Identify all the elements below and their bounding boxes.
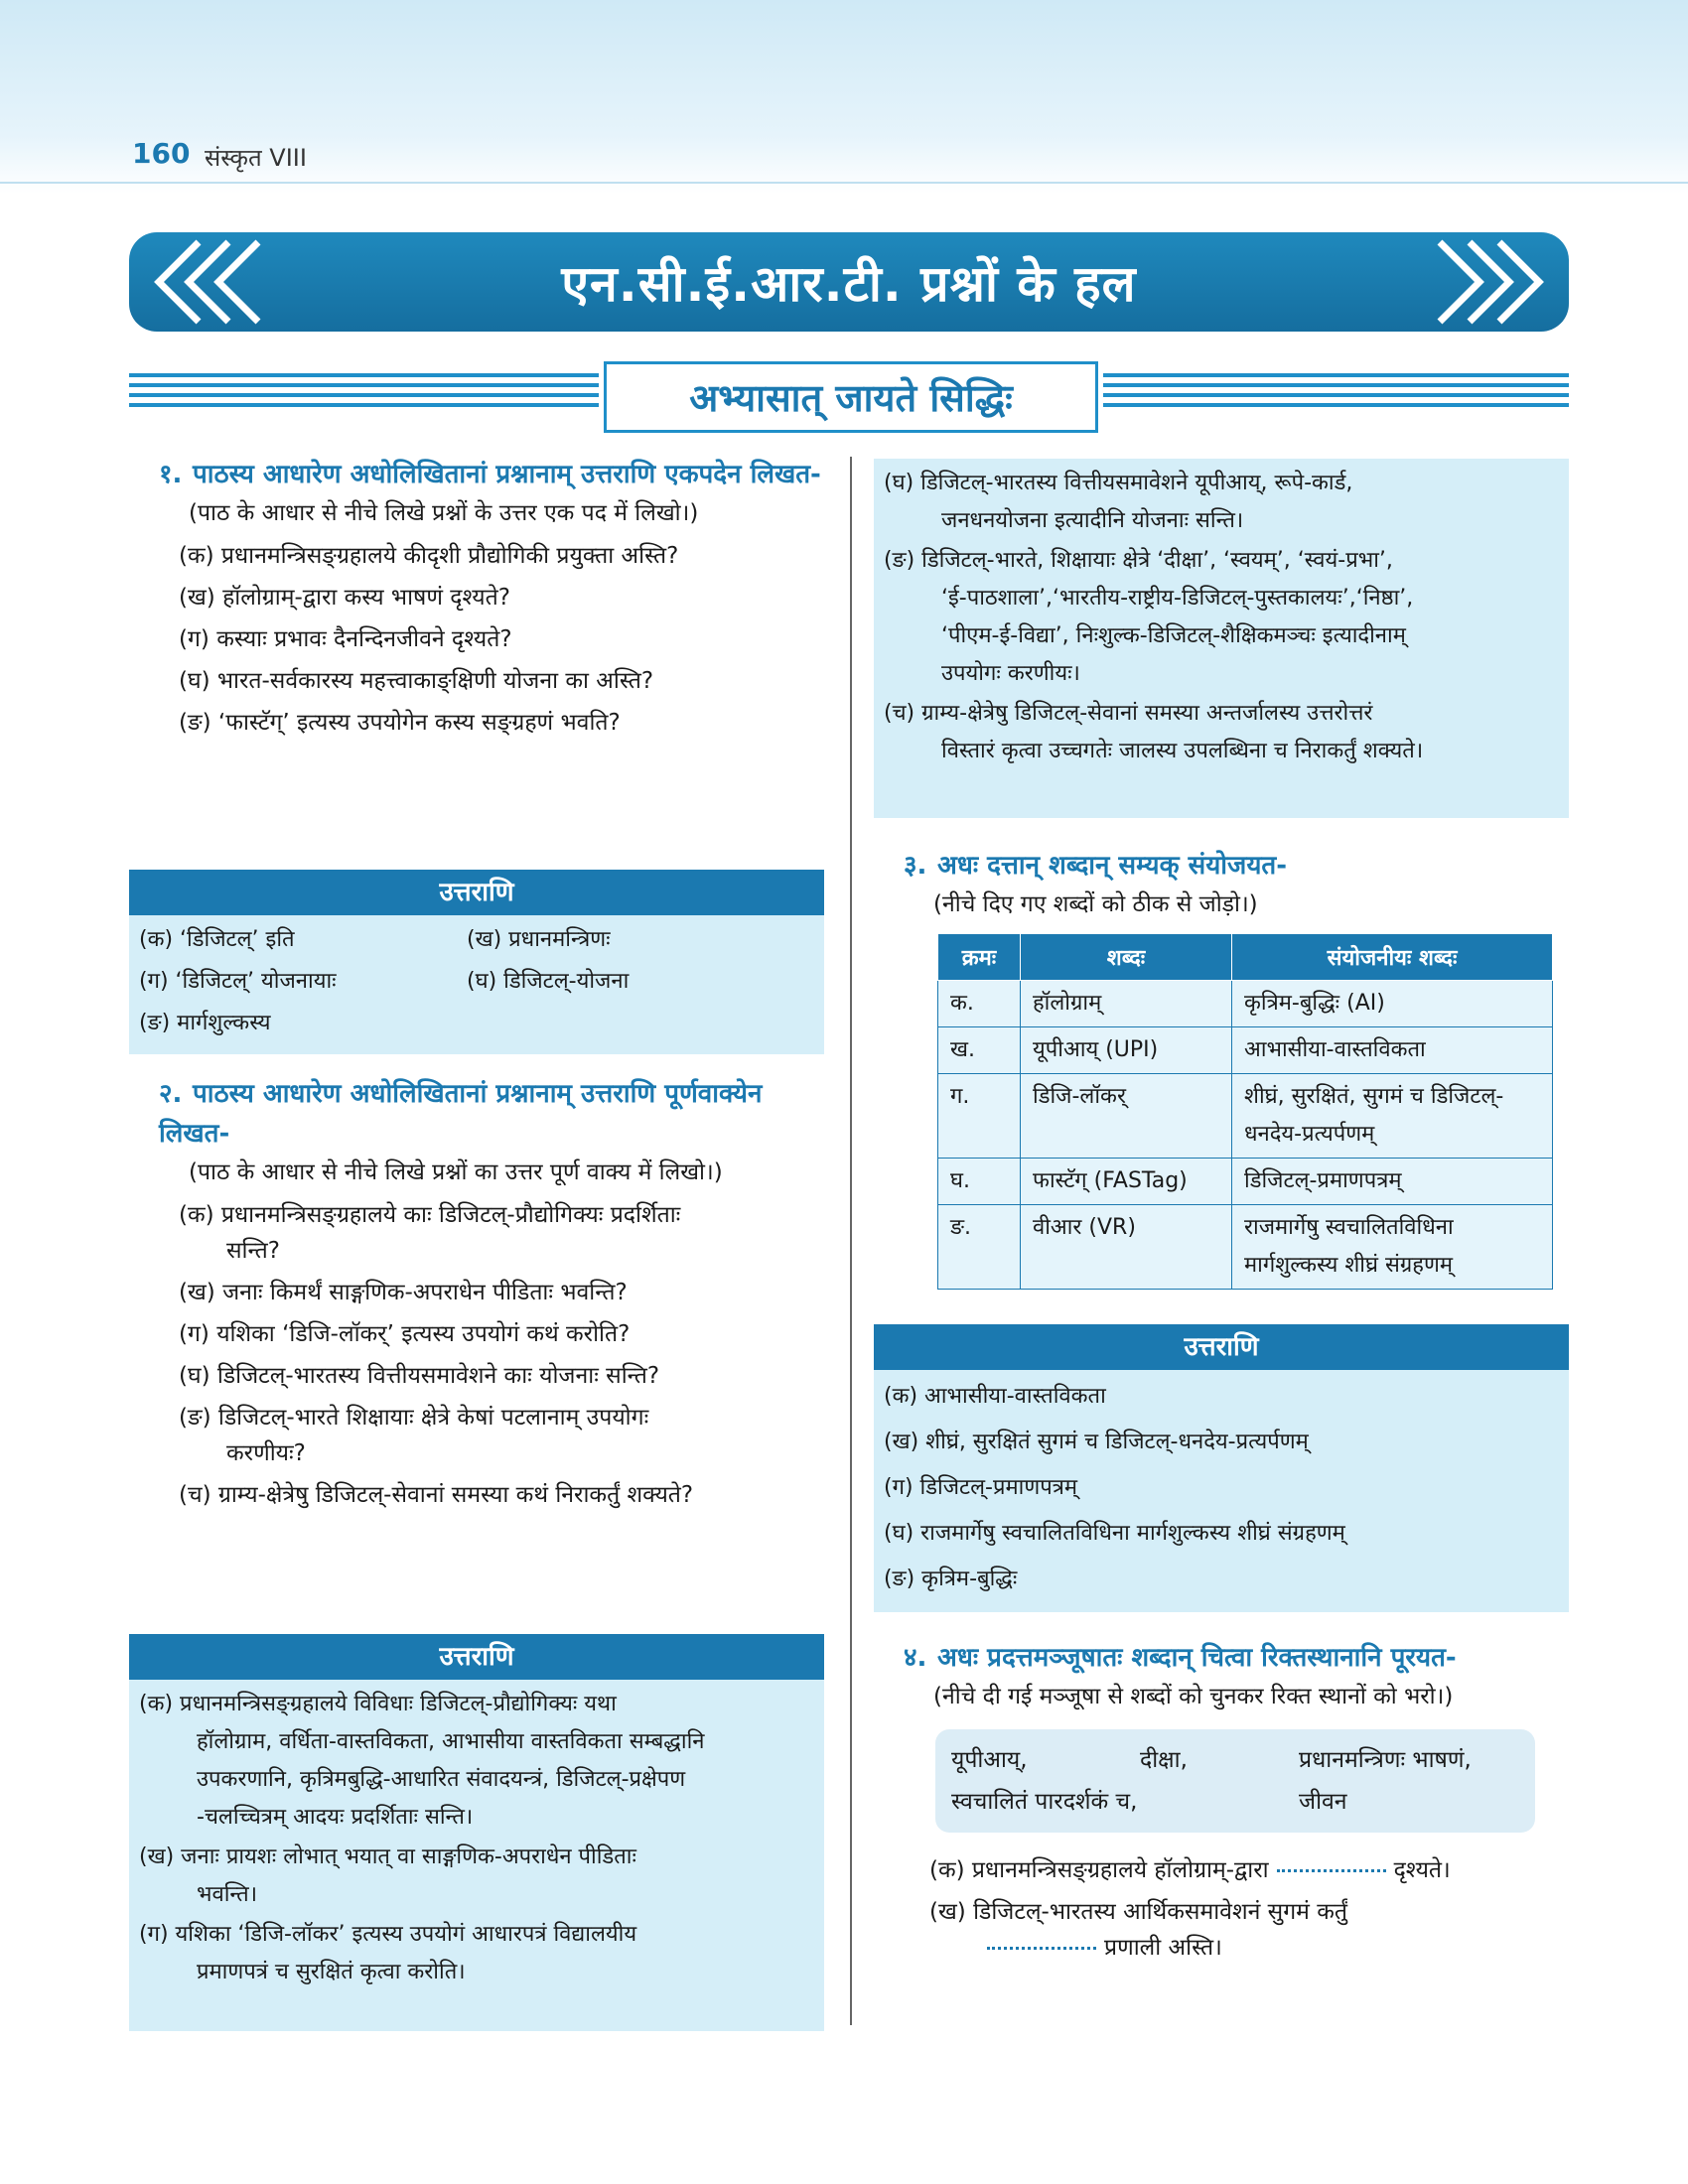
answer-a: (क) ‘डिजिटल्’ इति bbox=[139, 927, 295, 952]
answer-2b: (ख) जनाः प्रायशः लोभात् भयात् वा साङ्गणिक-अपराधेन पीडिताः भवन्ति। bbox=[139, 1844, 636, 1907]
q2-item: (ख) जनाः किमर्थं साङ्गणिक-अपराधेन पीडिताः भवन्ति? bbox=[179, 1280, 628, 1305]
answers-2 bbox=[129, 1634, 824, 2031]
q3-title: ३. अधः दत्तान् शब्दान् सम्यक् संयोजयत- bbox=[904, 851, 1288, 881]
answers-heading: उत्तराणि bbox=[129, 870, 824, 915]
table-row: ङ. वीआर (VR) राजमार्गेषु स्वचालितविधिना मार्गशुल्कस्य शीघ्रं संग्रहणम् bbox=[938, 1205, 1553, 1290]
q2-block bbox=[129, 1074, 824, 1519]
answer-3c: (ग) डिजिटल्-प्रमाणपत्रम् bbox=[884, 1475, 1078, 1500]
column-header: संयोजनीयः शब्दः bbox=[1232, 934, 1553, 981]
q1-item: (घ) भारत-सर्वकारस्य महत्त्वाकाङ्क्षिणी योजना का अस्ति? bbox=[179, 668, 654, 694]
chevrons-left-icon bbox=[139, 232, 298, 332]
chevrons-right-icon bbox=[1400, 232, 1559, 332]
word: दीक्षा, bbox=[1140, 1747, 1188, 1773]
q2-item: (ग) यशिका ‘डिजि-लॉकर्’ इत्यस्य उपयोगं कथं करोति? bbox=[179, 1321, 631, 1347]
section-banner bbox=[129, 232, 1569, 332]
answers-heading: उत्तराणि bbox=[129, 1634, 824, 1680]
word bbox=[1140, 1781, 1299, 1823]
fill-blank-a: (क) प्रधानमन्त्रिसङ्ग्रहालये हॉलोग्राम्-द्वारा दृश्यते। bbox=[929, 1857, 1451, 1883]
table-row: ग. डिजि-लॉकर् शीघ्रं, सुरक्षितं, सुगमं च डिजिटल्-धनदेय-प्रत्यर्पणम् bbox=[938, 1074, 1553, 1159]
word-box bbox=[935, 1729, 1535, 1833]
answer-d: (घ) डिजिटल्-योजना bbox=[467, 969, 630, 994]
q1-title: १. पाठस्य आधारेण अधोलिखितानां प्रश्नानाम् उत्तराणि एकपदेन लिखत- bbox=[159, 460, 821, 489]
answers-heading: उत्तराणि bbox=[874, 1324, 1569, 1370]
page-number: 160 bbox=[132, 137, 191, 170]
answer-c: (ग) ‘डिजिटल्’ योजनायाः bbox=[139, 969, 337, 994]
table-row: घ. फास्टॅग् (FASTag) डिजिटल्-प्रमाणपत्रम् bbox=[938, 1159, 1553, 1205]
answer-2f: (च) ग्राम्य-क्षेत्रेषु डिजिटल्-सेवानां समस्या अन्तर्जालस्य उत्तरोत्तरं विस्तारं कृत्वा उच्चगतेः जालस्य उपलब्धिना च निराकर्तुं शक्यते। bbox=[884, 701, 1424, 763]
q1-item: (ख) हॉलोग्राम्-द्वारा कस्य भाषणं दृश्यते? bbox=[179, 585, 510, 611]
answer-3d: (घ) राजमार्गेषु स्वचालितविधिना मार्गशुल्कस्य शीघ्रं संग्रहणम् bbox=[884, 1521, 1345, 1546]
match-table bbox=[937, 933, 1553, 1290]
q1-item: (क) प्रधानमन्त्रिसङ्ग्रहालये कीदृशी प्रौद्योगिकी प्रयुक्ता अस्ति? bbox=[179, 543, 679, 569]
answers-2-continued bbox=[874, 459, 1569, 818]
q2-hint: (पाठ के आधार से नीचे लिखे प्रश्नों का उत्तर पूर्ण वाक्य में लिखो।) bbox=[189, 1160, 723, 1185]
table-row: ख. यूपीआय् (UPI) आभासीया-वास्तविकता bbox=[938, 1027, 1553, 1074]
q1-hint: (पाठ के आधार से नीचे लिखे प्रश्नों के उत्तर एक पद में लिखो।) bbox=[189, 500, 699, 526]
q2-item: (क) प्रधानमन्त्रिसङ्ग्रहालये काः डिजिटल्-प्रौद्योगिक्यः प्रदर्शिताः सन्ति? bbox=[179, 1202, 681, 1264]
answers-3 bbox=[874, 1324, 1569, 1612]
subtitle-box bbox=[604, 361, 1098, 433]
fill-blank-b: (ख) डिजिटल्-भारतस्य आर्थिकसमावेशनं सुगमं कर्तुं प्रणाली अस्ति। bbox=[929, 1899, 1348, 1961]
banner-title: एन.सी.ई.आर.टी. प्रश्नों के हल bbox=[561, 255, 1137, 313]
column-header: क्रमः bbox=[938, 934, 1021, 981]
answer-3b: (ख) शीघ्रं, सुरक्षितं सुगमं च डिजिटल्-धनदेय-प्रत्यर्पणम् bbox=[884, 1430, 1309, 1454]
answer-2c: (ग) यशिका ‘डिजि-लॉकर’ इत्यस्य उपयोगं आधारपत्रं विद्यालयीय प्रमाणपत्रं च सुरक्षितं कृत्वा करोति। bbox=[139, 1922, 637, 1984]
word: प्रधानमन्त्रिणः भाषणं, bbox=[1299, 1747, 1472, 1773]
q2-title: २. पाठस्य आधारेण अधोलिखितानां प्रश्नानाम् उत्तराणि पूर्णवाक्येन लिखत- bbox=[159, 1079, 763, 1149]
book-title: संस्कृत VIII bbox=[205, 144, 307, 172]
q1-item: (ग) कस्याः प्रभावः दैनन्दिनजीवने दृश्यते? bbox=[179, 626, 512, 652]
answer-2d: (घ) डिजिटल्-भारतस्य वित्तीयसमावेशने यूपीआय्, रूपे-कार्ड, जनधनयोजना इत्यादीनि योजनाः सन्ति। bbox=[884, 471, 1353, 533]
q3-block bbox=[874, 846, 1569, 1290]
q4-title: ४. अधः प्रदत्तमञ्जूषातः शब्दान् चित्वा रिक्तस्थानानि पूरयत- bbox=[904, 1643, 1457, 1673]
q3-hint: (नीचे दिए गए शब्दों को ठीक से जोड़ो।) bbox=[933, 891, 1258, 917]
column-header: शब्दः bbox=[1021, 934, 1232, 981]
blank[interactable] bbox=[1277, 1869, 1386, 1872]
q4-block bbox=[874, 1638, 1569, 1972]
q1-item: (ङ) ‘फास्टॅग्’ इत्यस्य उपयोगेन कस्य सङ्ग्रहणं भवति? bbox=[179, 710, 621, 736]
answers-1 bbox=[129, 870, 824, 1054]
q2-item: (ङ) डिजिटल्-भारते शिक्षायाः क्षेत्रे केषां पटलानाम् उपयोगः करणीयः? bbox=[179, 1405, 649, 1466]
word: यूपीआय्, bbox=[951, 1747, 1028, 1773]
answer-e: (ङ) मार्गशुल्कस्य bbox=[139, 1011, 271, 1035]
left-column bbox=[129, 455, 824, 747]
q2-item: (घ) डिजिटल्-भारतस्य वित्तीयसमावेशने काः योजनाः सन्ति? bbox=[179, 1363, 660, 1389]
table-header-row bbox=[938, 934, 1553, 981]
column-divider bbox=[850, 457, 852, 2025]
q2-item: (च) ग्राम्य-क्षेत्रेषु डिजिटल्-सेवानां समस्या कथं निराकर्तुं शक्यते? bbox=[179, 1482, 694, 1508]
answer-b: (ख) प्रधानमन्त्रिणः bbox=[467, 927, 611, 952]
answer-2a: (क) प्रधानमन्त्रिसङ्ग्रहालये विविधाः डिजिटल्-प्रौद्योगिक्यः यथा हॉलोग्राम, वर्धिता-वास्तविकता, आभासीया वास्तविकता सम्बद्धानि उपकरणानि, कृत्रिमबुद्धि-आधारित संवादयन्त्रं, डिजिटल्-प्रक्षेपण -चलच्चित्रम् आदयः प्रदर्शिताः सन्ति। bbox=[139, 1692, 705, 1830]
word: स्वचालितं पारदर्शकं च, bbox=[951, 1789, 1138, 1815]
q4-hint: (नीचे दी गई मञ्जूषा से शब्दों को चुनकर रिक्त स्थानों को भरो।) bbox=[933, 1684, 1454, 1709]
table-row: क. हॉलोग्राम् कृत्रिम-बुद्धिः (AI) bbox=[938, 981, 1553, 1027]
subtitle: अभ्यासात् जायते सिद्धिः bbox=[689, 376, 1013, 420]
answer-2e: (ङ) डिजिटल्-भारते, शिक्षायाः क्षेत्रे ‘दीक्षा’, ‘स्वयम्’, ‘स्वयं-प्रभा’, ‘ई-पाठशाला’,‘भारतीय-राष्ट्रीय-डिजिटल्-पुस्तकालयः’,‘निष्ठा’, ‘पीएम-ई-विद्या’, निःशुल्क-डिजिटल्-शैक्षिकमञ्चः इत्यादीनाम् उपयोगः करणीयः। bbox=[884, 548, 1414, 686]
answer-3a: (क) आभासीया-वास्तविकता bbox=[884, 1384, 1106, 1409]
blank[interactable] bbox=[987, 1947, 1096, 1950]
word: जीवन bbox=[1299, 1789, 1347, 1815]
answer-3e: (ङ) कृत्रिम-बुद्धिः bbox=[884, 1567, 1018, 1591]
